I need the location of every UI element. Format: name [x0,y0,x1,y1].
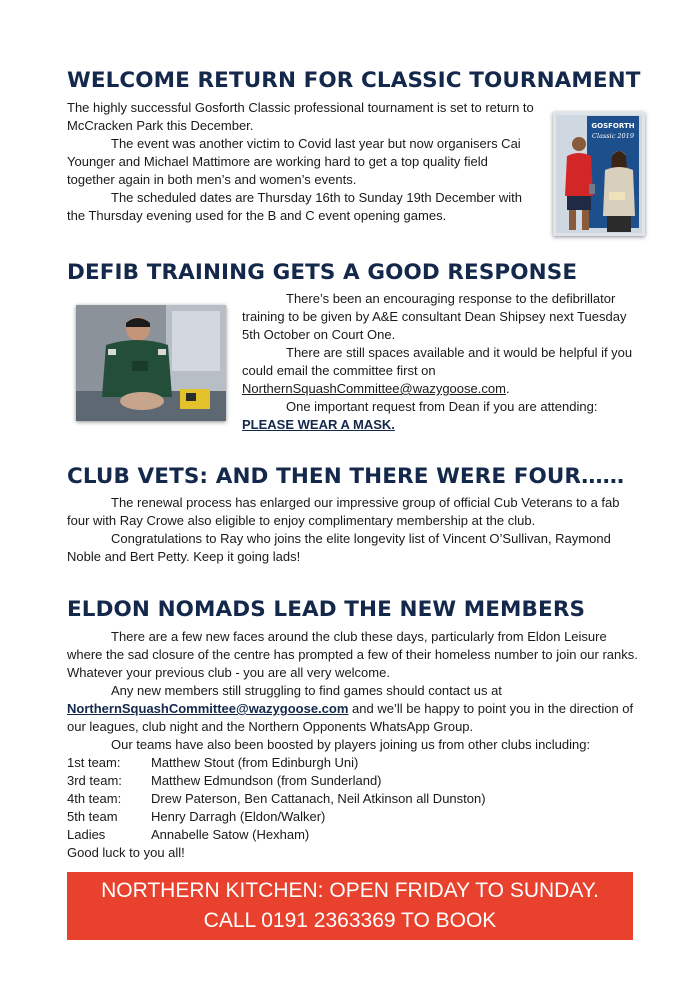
list-item [67,808,642,826]
poster-title: GOSFORTH [591,122,635,130]
classic-article [67,99,537,225]
defib-photo [76,305,226,421]
banner-line-1: NORTHERN KITCHEN: OPEN FRIDAY TO SUNDAY. [101,879,599,902]
team-players: Drew Paterson, Ben Cattanach, Neil Atkinson all Dunston) [151,791,486,806]
list-item [67,754,642,772]
team-players: Matthew Stout (from Edinburgh Uni) [151,755,359,770]
team-players: Annabelle Satow (Hexham) [151,827,310,842]
defib-committee-email-link[interactable]: NorthernSquashCommittee@wazygoose.com [242,381,506,396]
vets-article [67,494,642,566]
nomads-heading: ELDON NOMADS LEAD THE NEW MEMBERS [67,597,586,622]
defib-heading: DEFIB TRAINING GETS A GOOD RESPONSE [67,260,578,285]
nomads-article [67,628,642,862]
banner-line-2: CALL 0191 2363369 TO BOOK [203,909,497,932]
nomads-paragraph-2-start: Any new members still struggling to find games should contact us at [111,683,502,698]
team-name: 1st team: [67,755,121,770]
poster-subtitle: Classic 2019 [592,132,634,140]
nomads-paragraph-2-end: and we’ll be happy to point you in the direction of our leagues, club night and the Northern Opponents WhatsApp Group. [67,701,634,734]
classic-paragraph-1: The highly successful Gosforth Classic professional tournament is set to return to McCracken Park this December. [67,100,534,133]
list-item [67,826,642,844]
team-players: Henry Darragh (Eldon/Walker) [151,809,326,824]
vets-heading: CLUB VETS: AND THEN THERE WERE FOUR…… [67,464,625,489]
vets-paragraph-2: Congratulations to Ray who joins the elite longevity list of Vincent O’Sullivan, Raymond Noble and Bert Petty. Keep it going lads! [67,531,611,564]
classic-paragraph-3: The scheduled dates are Thursday 16th to Sunday 19th December with the Thursday evening used for the B and C event opening games. [67,190,522,223]
team-name: Ladies [67,827,106,842]
defib-paragraph-3: One important request from Dean if you are attending: [286,399,598,414]
team-name: 4th team: [67,791,122,806]
defib-paragraph-2-text: There are still spaces available and it would be helpful if you could email the committee first on [242,345,633,378]
classic-heading: WELCOME RETURN FOR CLASSIC TOURNAMENT [67,68,641,93]
northern-kitchen-banner [67,872,633,940]
defib-article [242,290,640,434]
team-name: 3rd team: [67,773,122,788]
defib-paragraph-2 [242,344,640,398]
nomads-paragraph-1: There are a few new faces around the club these days, particularly from Eldon Leisure where the sad closure of the centre has prompted a few of their homeless number to join our ranks. Whatever your previous club - you are all very welcome. [67,629,638,680]
new-players-list [67,754,642,844]
vets-paragraph-1: The renewal process has enlarged our impressive group of official Cub Veterans to a fab four with Ray Crowe also eligible to enjoy complimentary membership at the club. [67,495,620,528]
nomads-committee-email-link[interactable]: NorthernSquashCommittee@wazygoose.com [67,701,349,716]
team-players: Matthew Edmundson (from Sunderland) [151,773,382,788]
tournament-players-image [553,112,645,236]
defibrillator-training-image [76,305,226,421]
classic-photo [553,112,645,236]
list-item [67,790,642,808]
nomads-paragraph-3: Our teams have also been boosted by players joining us from other clubs including: [111,737,591,752]
nomads-paragraph-2 [67,682,642,736]
list-item [67,772,642,790]
nomads-closing: Good luck to you all! [67,845,185,860]
defib-paragraph-2-end: . [505,381,510,396]
mask-request: PLEASE WEAR A MASK. [242,417,395,432]
classic-paragraph-2: The event was another victim to Covid last year but now organisers Cai Younger and Michael Mattimore are working hard to get a top quality field together again in both men’s and women’s events. [67,136,521,187]
defib-paragraph-1: There’s been an encouraging response to the defibrillator training to be given by A&E consultant Dean Shipsey next Tuesday 5th October on Court One. [242,291,627,342]
team-name: 5th team [67,809,118,824]
